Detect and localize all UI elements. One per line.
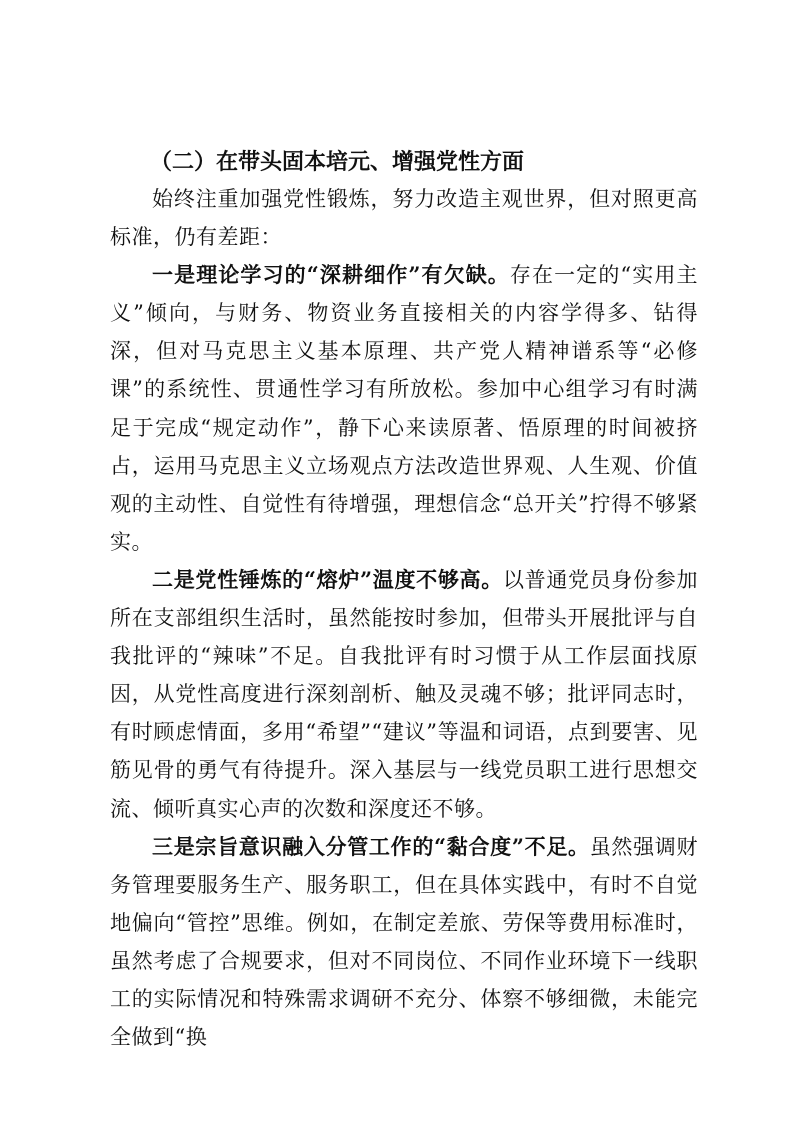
paragraph-lead: 二是党性锤炼的“熔炉”温度不够高。 — [152, 566, 503, 592]
paragraph-intro — [110, 180, 698, 256]
paragraph-lead: 三是宗旨意识融入分管工作的“黏合度”不足。 — [152, 833, 590, 859]
paragraph-service-awareness — [110, 828, 698, 1057]
paragraph-text: 始终注重加强党性锻炼，努力改造主观世界，但对照更高标准，仍有差距： — [110, 187, 698, 250]
section-heading: （二）在带头固本培元、增强党性方面 — [150, 149, 525, 175]
paragraph-text: 存在一定的“实用主义”倾向，与财务、物资业务直接相关的内容学得多、钻得深，但对马克思主义基本原理、共产党人精神谱系等“必修课”的系统性、贯通性学习有所放松。参加中心组学习有时满足于完成“规定动作”，静下心来读原著、悟原理的时间被挤占，运用马克思主义立场观点方法改造世界观、人生观、价值观的主动性、自觉性有待增强，理想信念“总开关”拧得不够紧实。 — [110, 263, 698, 554]
paragraph-text: 以普通党员身份参加所在支部组织生活时，虽然能按时参加，但带头开展批评与自我批评的“辣味”不足。自我批评有时习惯于从工作层面找原因，从党性高度进行深刻剖析、触及灵魂不够；批评同志时，有时顾虑情面，多用“希望”“建议”等温和词语，点到要害、见筋见骨的勇气有待提升。深入基层与一线党员职工进行思想交流、倾听真实心声的次数和深度还不够。 — [110, 567, 698, 821]
paragraph-theory-study — [110, 256, 698, 561]
paragraph-lead: 一是理论学习的“深耕细作”有欠缺。 — [152, 262, 510, 288]
paragraph-text: 虽然强调财务管理要服务生产、服务职工，但在具体实践中，有时不自觉地偏向“管控”思维。例如，在制定差旅、劳保等费用标准时，虽然考虑了合规要求，但对不同岗位、不同作业环境下一线职工的实际情况和特殊需求调研不充分、体察不够细微，未能完全做到“换 — [110, 834, 698, 1050]
paragraph-party-spirit — [110, 561, 698, 828]
document-body — [110, 180, 698, 1056]
